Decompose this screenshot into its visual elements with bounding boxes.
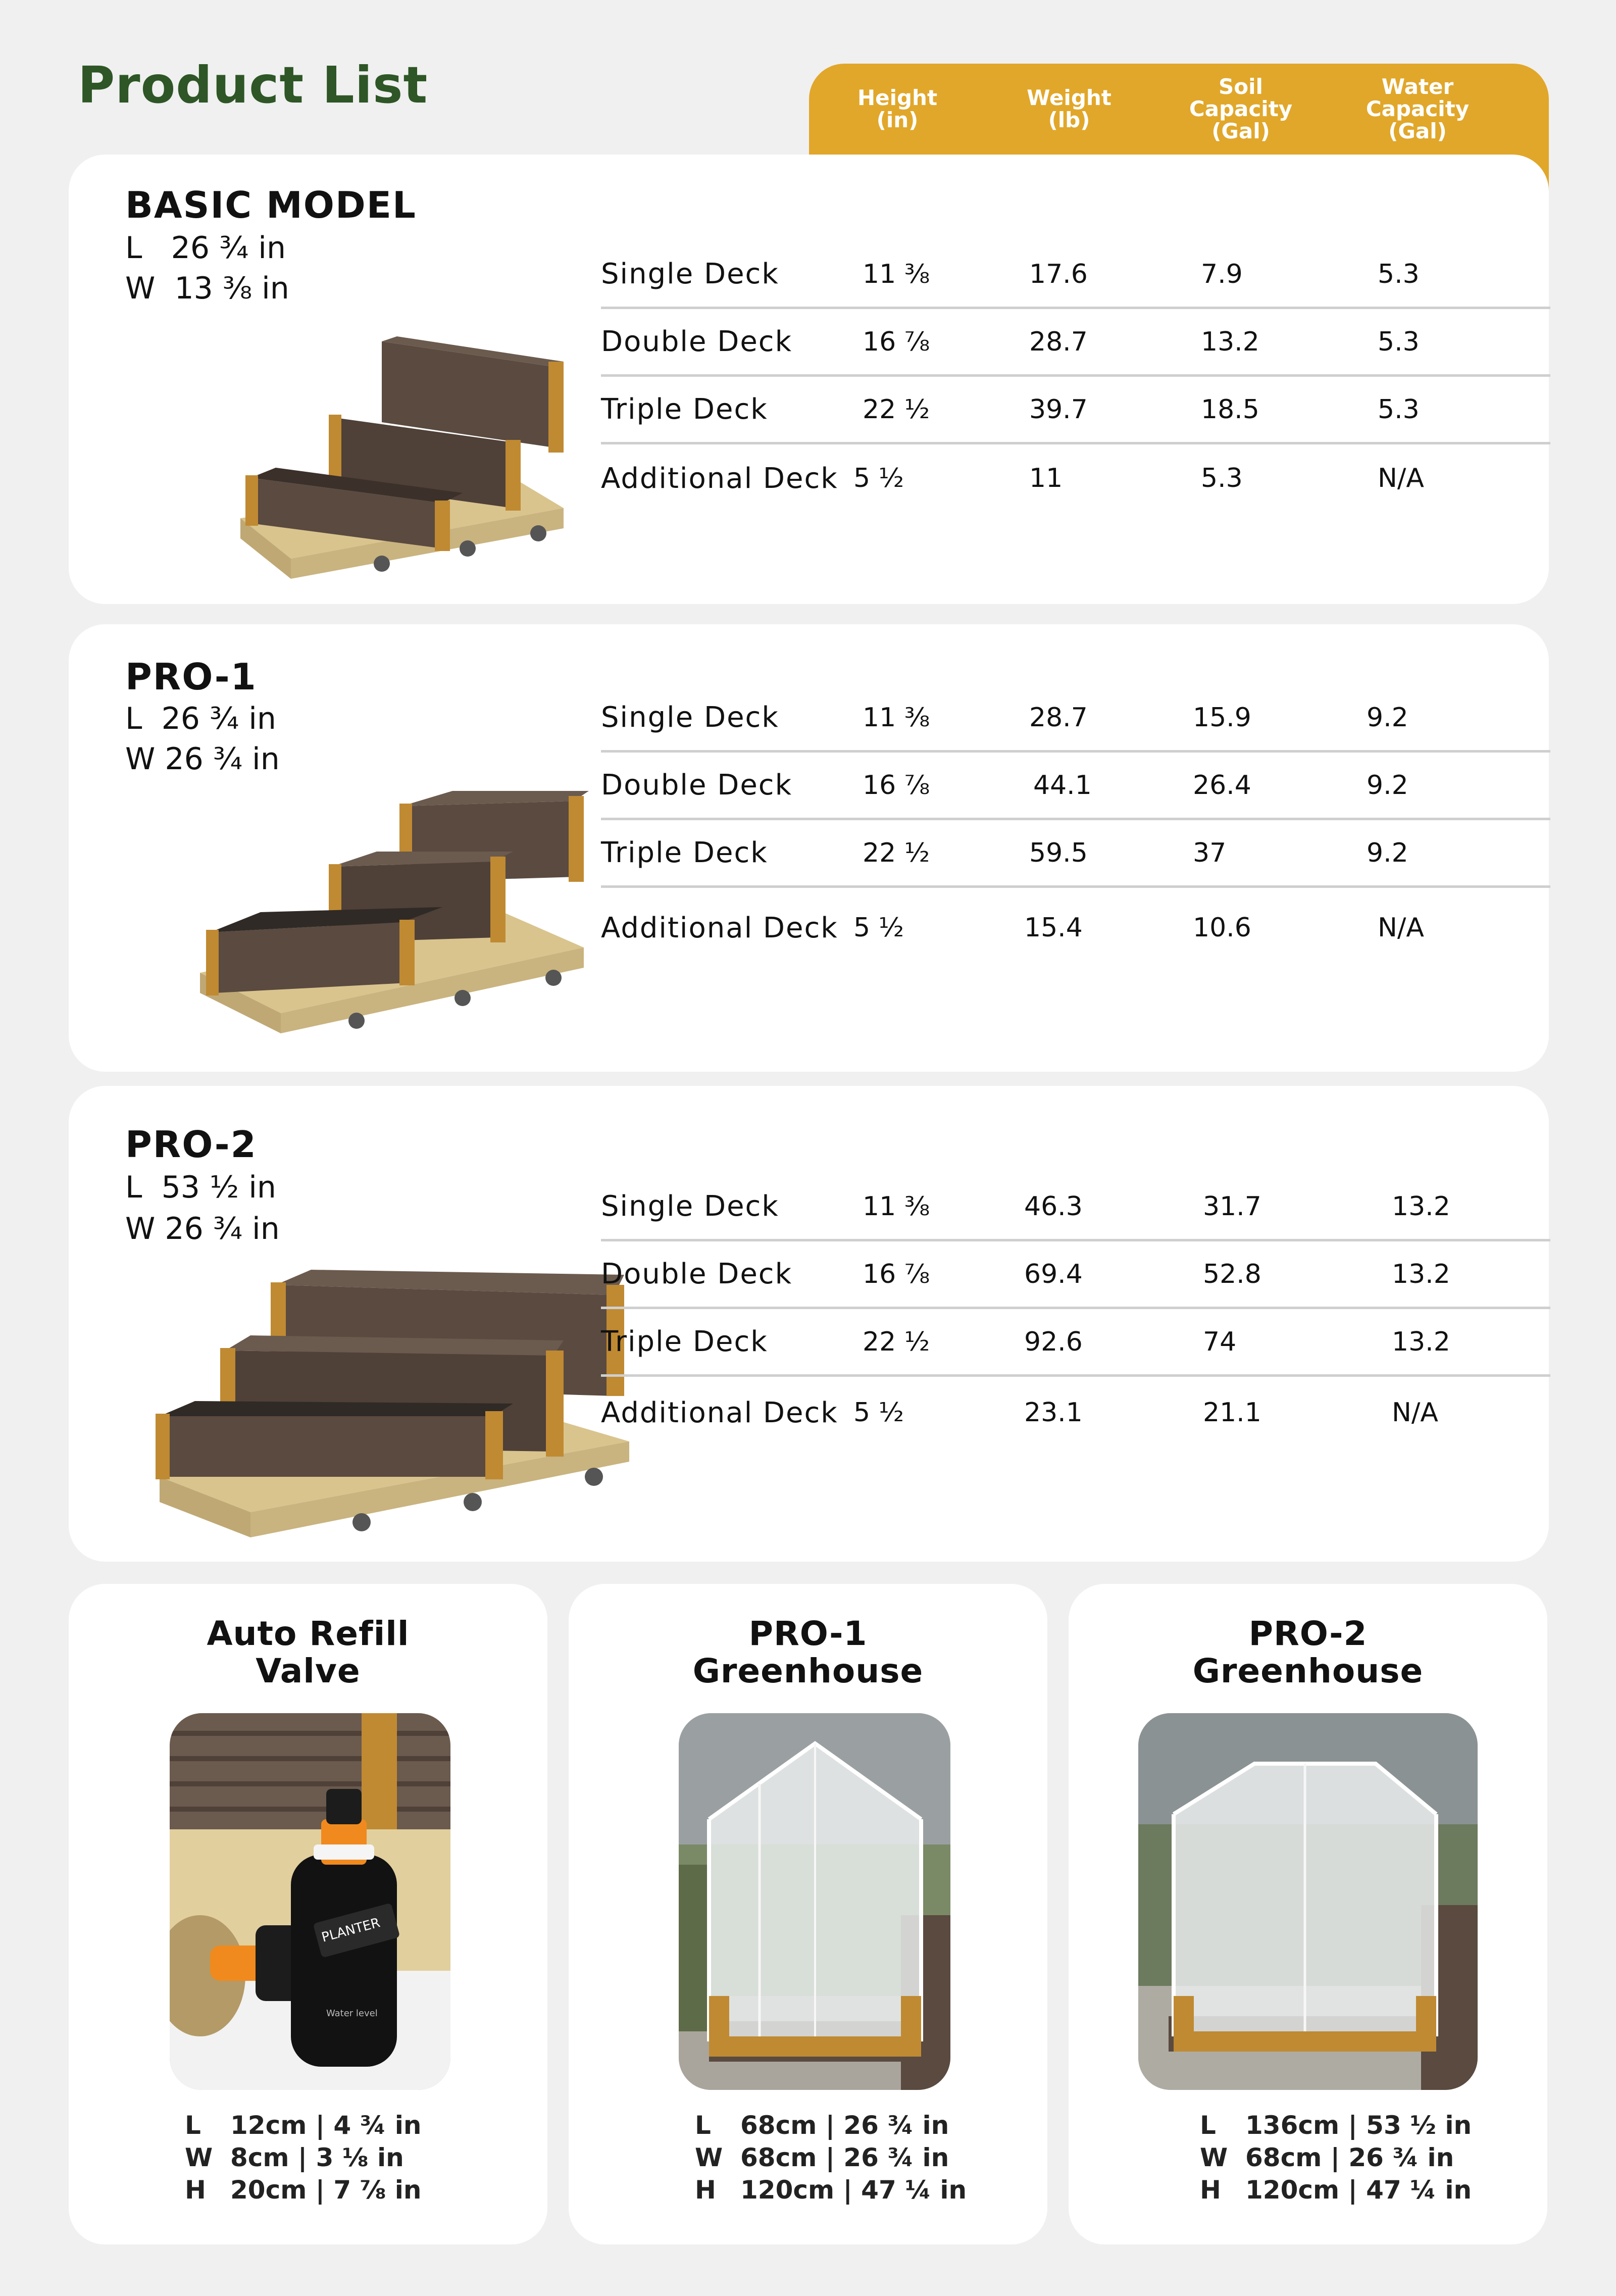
model-length: L 53 ½ in [125,1170,276,1205]
model-name: BASIC MODEL [125,184,417,226]
weight-value: 69.4 [1024,1259,1083,1289]
weight-value: 15.4 [1024,913,1083,943]
pro-1-greenhouse-photo [679,1713,950,2090]
model-name: PRO-1 [125,656,257,698]
height-value: 5 ½ [853,463,904,493]
deck-label: Single Deck [601,258,779,290]
valve-brand-text: PLANTER [320,1915,382,1945]
model-length: L 26 ¾ in [125,230,286,266]
soil-capacity-value: 15.9 [1193,702,1251,733]
height-value: 5 ½ [853,1397,904,1428]
soil-capacity-value: 18.5 [1201,394,1259,425]
water-capacity-value: 9.2 [1367,702,1408,733]
accessory-dimensions [695,2109,1047,2206]
deck-label: Additional Deck [601,462,838,495]
dimension-height: H 120cm | 47 ¼ in [695,2175,967,2205]
weight-value: 44.1 [1033,770,1092,801]
height-value: 16 ⅞ [863,1259,930,1289]
model-name: PRO-2 [125,1123,257,1166]
model-width: W 13 ⅜ in [125,271,289,306]
spec-row-double-deck [601,753,1550,820]
dimension-width: W 8cm | 3 ⅛ in [185,2143,404,2172]
deck-label: Triple Deck [601,1325,768,1358]
column-header-weight: Weight (lb) [1027,85,1112,132]
water-capacity-value: 9.2 [1367,837,1408,868]
accessory-title: PRO-2 Greenhouse [1192,1614,1424,1690]
spec-row-triple-deck [601,377,1550,444]
water-capacity-value: N/A [1378,463,1424,493]
accessory-card-pro-1-greenhouse [569,1584,1047,2244]
spec-row-triple-deck [601,1309,1550,1377]
weight-value: 28.7 [1029,326,1088,357]
water-capacity-value: 13.2 [1392,1259,1450,1289]
deck-label: Single Deck [601,701,779,734]
accessory-card-pro-2-greenhouse [1069,1584,1547,2244]
height-value: 16 ⅞ [863,770,930,801]
accessory-card-auto-refill-valve [69,1584,547,2244]
soil-capacity-value: 31.7 [1203,1191,1261,1222]
spec-row-additional-deck [601,894,1550,962]
height-value: 11 ⅜ [863,702,930,733]
planter-image-basic [230,326,574,589]
pro-2-greenhouse-photo [1138,1713,1478,2090]
spec-row-double-deck [601,1241,1550,1309]
height-value: 11 ⅜ [863,1191,930,1222]
accessory-title: PRO-1 Greenhouse [692,1614,924,1690]
water-capacity-value: N/A [1392,1397,1438,1428]
spec-row-additional-deck [601,1379,1550,1446]
height-value: 5 ½ [853,913,904,943]
spec-row-single-deck [601,685,1550,753]
accessory-title: Auto Refill Valve [207,1614,410,1690]
weight-value: 17.6 [1029,259,1088,289]
weight-value: 92.6 [1024,1326,1083,1357]
deck-label: Single Deck [601,1190,779,1223]
height-value: 16 ⅞ [863,326,930,357]
water-capacity-value: 5.3 [1378,326,1420,357]
spec-row-single-deck [601,241,1550,309]
column-header-soil-capacity: Soil Capacity (Gal) [1189,74,1293,143]
planter-image-pro-1 [190,791,594,1043]
height-value: 11 ⅜ [863,259,930,289]
height-value: 22 ½ [863,1326,930,1357]
dimension-length: L 12cm | 4 ¾ in [185,2111,422,2140]
water-capacity-value: 13.2 [1392,1326,1450,1357]
auto-refill-valve-photo [170,1713,450,2090]
weight-value: 28.7 [1029,702,1088,733]
accessory-dimensions [1200,2109,1547,2206]
soil-capacity-value: 26.4 [1193,770,1251,801]
deck-label: Triple Deck [601,836,768,869]
model-width: W 26 ¾ in [125,741,280,777]
dimension-height: H 120cm | 47 ¼ in [1200,2175,1472,2205]
weight-value: 39.7 [1029,394,1088,425]
water-capacity-value: 9.2 [1367,770,1408,801]
soil-capacity-value: 21.1 [1203,1397,1261,1428]
dimension-length: L 68cm | 26 ¾ in [695,2111,949,2140]
spec-row-single-deck [601,1174,1550,1241]
deck-label: Double Deck [601,769,793,802]
model-card-basic [69,155,1549,604]
model-width: W 26 ¾ in [125,1211,280,1246]
model-length: L 26 ¾ in [125,701,276,736]
page-title: Product List [78,56,428,115]
weight-value: 11 [1029,463,1063,493]
soil-capacity-value: 52.8 [1203,1259,1261,1289]
deck-label: Additional Deck [601,1396,838,1429]
deck-label: Double Deck [601,1258,793,1290]
weight-value: 59.5 [1029,837,1088,868]
spec-row-additional-deck [601,444,1550,512]
deck-label: Additional Deck [601,911,838,944]
deck-label: Triple Deck [601,393,768,426]
model-card-pro-2 [69,1086,1549,1562]
model-card-pro-1 [69,624,1549,1072]
soil-capacity-value: 13.2 [1201,326,1259,357]
soil-capacity-value: 10.6 [1193,913,1251,943]
water-capacity-value: N/A [1378,913,1424,943]
dimension-height: H 20cm | 7 ⅞ in [185,2175,422,2205]
spec-row-double-deck [601,309,1550,377]
height-value: 22 ½ [863,394,930,425]
weight-value: 46.3 [1024,1191,1083,1222]
height-value: 22 ½ [863,837,930,868]
soil-capacity-value: 7.9 [1201,259,1243,289]
planter-image-pro-2 [149,1265,634,1548]
water-capacity-value: 13.2 [1392,1191,1450,1222]
column-header-height: Height (in) [857,85,938,132]
spec-row-triple-deck [601,820,1550,888]
valve-gauge-text: Water level [326,2008,378,2019]
dimension-width: W 68cm | 26 ¾ in [695,2143,949,2172]
dimension-width: W 68cm | 26 ¾ in [1200,2143,1454,2172]
weight-value: 23.1 [1024,1397,1083,1428]
soil-capacity-value: 5.3 [1201,463,1243,493]
soil-capacity-value: 74 [1203,1326,1237,1357]
water-capacity-value: 5.3 [1378,259,1420,289]
soil-capacity-value: 37 [1193,837,1227,868]
accessory-dimensions [185,2109,547,2206]
deck-label: Double Deck [601,325,793,358]
water-capacity-value: 5.3 [1378,394,1420,425]
column-header-water-capacity: Water Capacity (Gal) [1366,74,1470,143]
dimension-length: L 136cm | 53 ½ in [1200,2111,1472,2140]
